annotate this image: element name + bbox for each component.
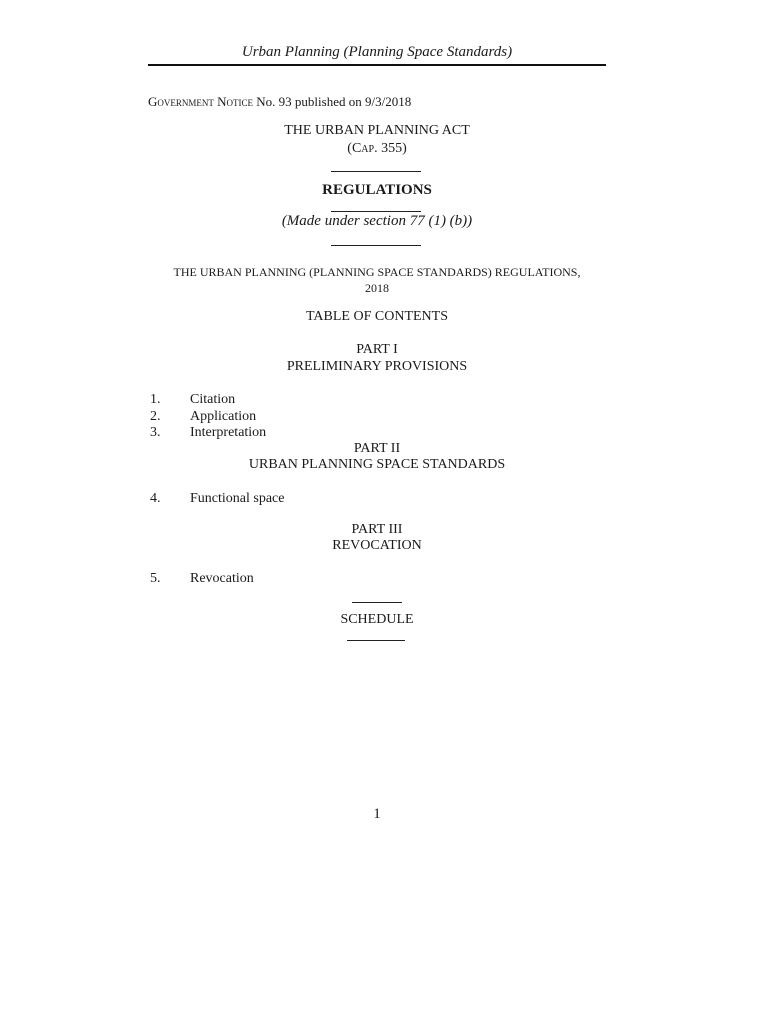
cap-label: Cap: [351, 141, 375, 156]
part-label: PART II: [353, 441, 401, 456]
toc-item-interpretation: Interpretation: [190, 425, 267, 440]
notice-number: No. 93 published on 9/3/2018: [256, 94, 412, 109]
part-title: PRELIMINARY PROVISIONS: [286, 359, 468, 374]
running-header: Urban Planning (Planning Space Standards): [241, 44, 513, 60]
separator-rule: [331, 171, 421, 172]
toc-item-number: 3.: [150, 425, 161, 440]
page-number: 1: [373, 806, 381, 822]
part-title: REVOCATION: [332, 538, 422, 553]
separator-rule: [331, 245, 421, 246]
act-title: THE URBAN PLANNING ACT: [284, 123, 470, 138]
regulations-title-line2: 2018: [365, 281, 389, 295]
separator-rule: [331, 211, 421, 212]
header-rule: [148, 64, 606, 66]
toc-item-application: Application: [190, 409, 257, 424]
regulations-title-line1: THE URBAN PLANNING (PLANNING SPACE STANDARDS) REGULATIONS,: [173, 265, 581, 279]
schedule-heading: SCHEDULE: [340, 612, 414, 627]
regulations-heading: REGULATIONS: [322, 182, 432, 198]
part-label: PART I: [356, 342, 398, 357]
made-under-note: (Made under section 77 (1) (b)): [281, 213, 473, 229]
part-label: PART III: [351, 522, 403, 537]
toc-item-citation: Citation: [190, 392, 236, 407]
government-notice-line: [148, 94, 411, 110]
act-cap: (Cap. 355): [347, 141, 407, 156]
separator-rule: [347, 640, 405, 641]
notice-label: Government Notice: [148, 94, 254, 109]
toc-item-functional-space: Functional space: [190, 491, 285, 506]
toc-item-number: 5.: [150, 571, 161, 586]
toc-item-number: 1.: [150, 392, 161, 407]
separator-rule: [352, 602, 402, 603]
toc-item-number: 2.: [150, 409, 161, 424]
toc-heading: TABLE OF CONTENTS: [306, 309, 448, 324]
part-title: URBAN PLANNING SPACE STANDARDS: [248, 457, 506, 472]
toc-item-number: 4.: [150, 491, 161, 506]
toc-item-revocation: Revocation: [190, 571, 254, 586]
